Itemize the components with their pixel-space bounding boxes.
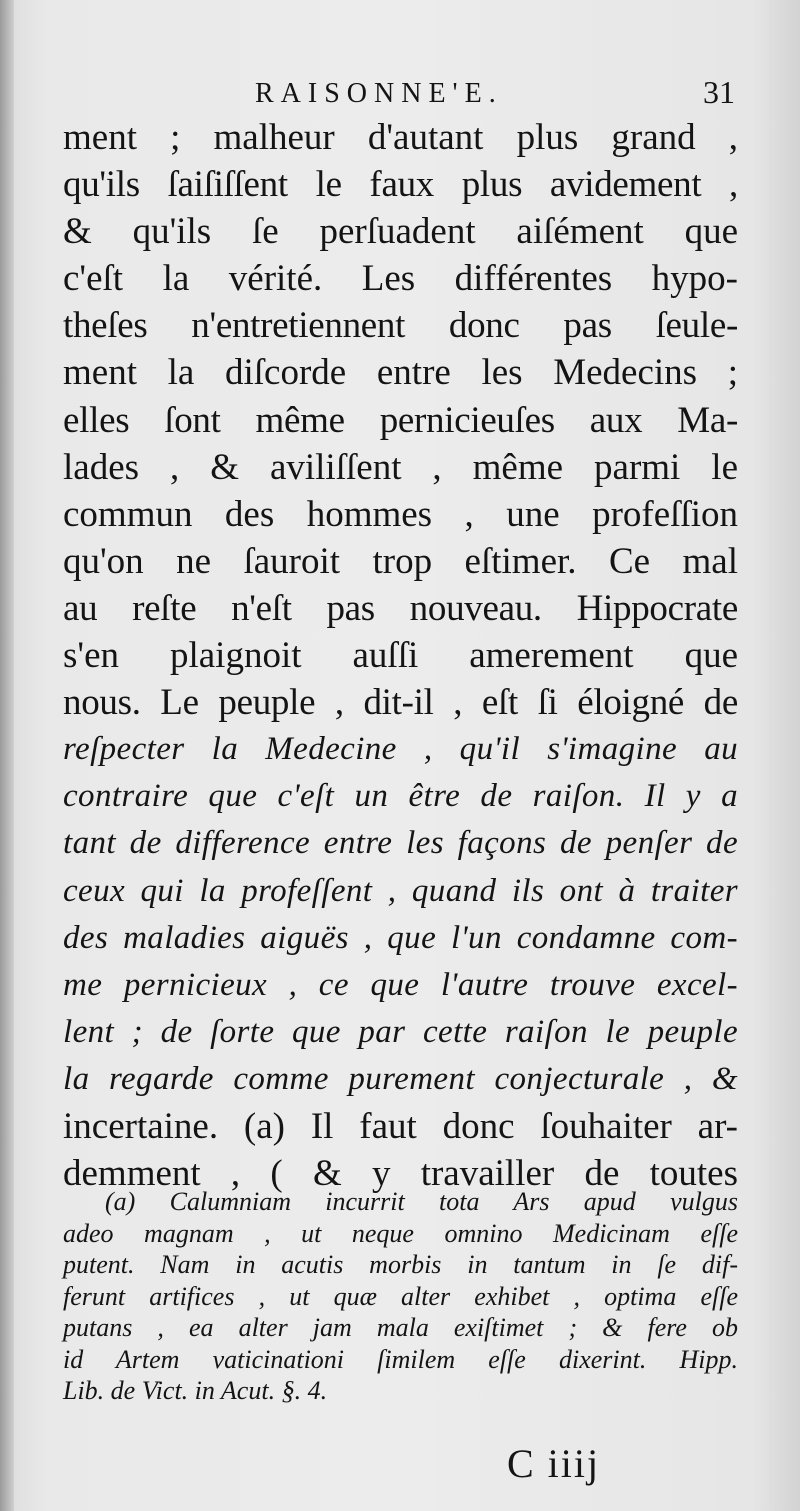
text-line: commun des hommes , une profeſſion (63, 493, 738, 535)
footnote-line: Lib. de Vict. in Acut. §. 4. (63, 1376, 328, 1405)
footnote-line: (a) Calumniam incurrit tota Ars apud vulgus (105, 1187, 738, 1216)
footnote-line: adeo magnam , ut neque omnino Medicinam eſſe (63, 1218, 738, 1248)
text-line: me pernicieux , ce que l'autre trouve excel- (63, 966, 738, 1003)
text-line: elles ſont même pernicieuſes aux Ma- (63, 399, 738, 441)
text-line: tant de difference entre les façons de penſer de (63, 825, 738, 862)
text-line: incertaine. (a) Il faut donc ſouhaiter ar- (63, 1105, 738, 1147)
text-line: theſes n'entretiennent donc pas ſeule- (63, 305, 738, 347)
footnote-line: putans , ea alter jam mala exiſtimet ; & fere ob (63, 1313, 738, 1342)
text-line: lent ; de ſorte que par cette raiſon le peuple (63, 1013, 738, 1050)
footnote-line: ferunt artifices , ut quæ alter exhibet , optima eſſe (63, 1281, 738, 1311)
text-line: reſpecter la Medecine , qu'il s'imagine au (63, 731, 738, 768)
text-line: qu'on ne ſauroit trop eſtimer. Ce mal (63, 540, 738, 582)
text-line: ment la diſcorde entre les Medecins ; (63, 352, 738, 394)
footnote-line: putent. Nam in acutis morbis in tantum in ſe dif- (63, 1250, 738, 1279)
text-line: demment , ( & y travailler de toutes (63, 1153, 738, 1195)
text-line: & qu'ils ſe perſuadent aiſément que (63, 211, 738, 253)
text-line: c'eſt la vérité. Les différentes hypo- (63, 258, 738, 300)
footnote-line: id Artem vaticinationi ſimilem eſſe dixerint. Hipp. (63, 1344, 738, 1374)
page-number: 31 (703, 74, 735, 110)
page-gutter-shadow (0, 0, 14, 1511)
text-line: contraire que c'eſt un être de raiſon. Il y a (63, 778, 738, 815)
footnote-block (63, 1186, 738, 1407)
text-line: s'en plaignoit auſſi amerement que (63, 635, 738, 677)
text-line: au reſte n'eſt pas nouveau. Hippocrate (63, 587, 738, 629)
signature-mark: C iiij (507, 1441, 601, 1486)
text-line: la regarde comme purement conjecturale , & (63, 1060, 738, 1097)
main-text (63, 114, 738, 1197)
page-header (255, 70, 735, 110)
text-line: nous. Le peuple , dit-il , eſt ſi éloigné de (63, 682, 738, 724)
text-line: ceux qui la profeſſent , quand ils ont à traiter (63, 872, 738, 909)
text-line: des maladies aiguës , que l'un condamne com- (63, 919, 738, 956)
running-head: RAISONNE'E. (255, 78, 503, 109)
text-line: qu'ils ſaiſiſſent le faux plus avidement , (63, 164, 738, 206)
text-line: ment ; malheur d'autant plus grand , (63, 117, 738, 158)
text-line: lades , & aviliſſent , même parmi le (63, 446, 738, 488)
